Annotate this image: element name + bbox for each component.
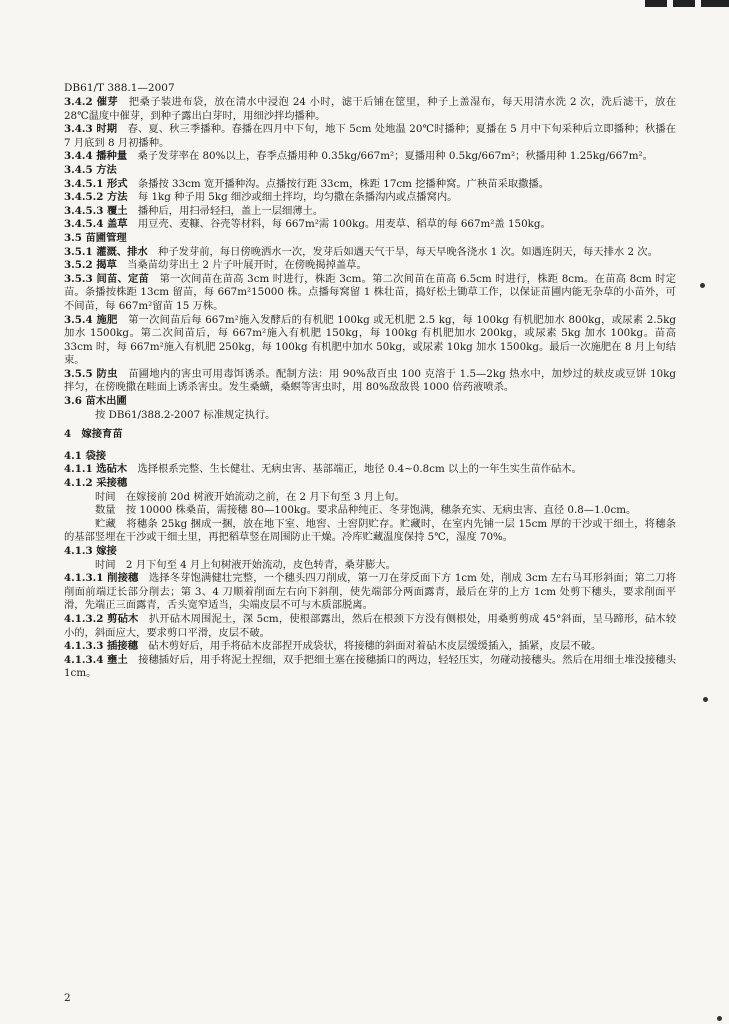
clause-title: 3.4.2 催芽 [64,96,119,108]
clause-text: 春、夏、秋三季播种。春播在四月中下旬，地下 5cm 处地温 20℃时播种；夏播在 5 月中下旬采种后立即播种；秋播在 7 月底到 8 月初播种。 [64,123,677,149]
clause-text: 选择根系完整、生长健壮、无病虫害、基部端正，地径 0.4~0.8cm 以上的一年生实生苗作砧木。 [137,463,582,476]
paragraph-3-5-4 [64,314,676,368]
clause-text: 数量 按 10000 株桑苗，需接穗 80—100kg。要求品种纯正、冬芽饱满，穗条充实、无病虫害、直径 0.8—1.0cm。 [95,504,637,517]
clause-text: 贮藏 将穗条 25kg 捆成一捆，放在地下室、地窖、土窖阴贮存。贮藏时，在室内先铺一层 15cm 厚的干沙或干细土，将穗条的基部竖埋在干沙或干细土里，再把稻草竖在周围防止干燥。冷库贮藏温度保持 5℃，湿度 70%。 [64,517,676,544]
paragraph-4-1-3-1 [64,572,676,613]
paragraph-4 [64,428,676,442]
paragraph-4-1-2-a [64,491,676,505]
paragraph-4-1-3-2 [64,613,676,640]
clause-title: 4.1.3.1 削接穗 [64,572,139,585]
paragraph-4-1-2 [64,477,676,491]
clause-title: 4.1.1 选砧木 [64,463,128,476]
clause-text: 接穗插好后，用手将泥土捏细，双手把细土塞在接穗插口的两边，轻轻压实，勿碰动接穗头。然后在用细土堆没接穗头 1cm。 [64,653,677,680]
clause-text: 扒开砧木周围泥土，深 5cm，使根部露出，然后在根颈下方没有侧根处，用桑剪剪成 45°斜面，呈马蹄形，砧木较小的，斜面应大，要求剪口平滑，皮层不破。 [64,612,677,639]
clause-text: 把桑子装进布袋，放在清水中浸泡 24 小时，滤干后铺在筐里，种子上盖湿布，每天用清水洗 2 次，洗后滤干，放在 28℃温度中催芽，到种子露出白芽时，用细沙拌均播种。 [64,96,677,122]
clause-text: 砧木剪好后，用手将砧木皮部捏开成袋状，将接穗的斜面对着砧木皮层缓缓插入，插紧，皮层不破。 [148,640,602,653]
clause-title: 3.4.4 播种量 [64,150,128,163]
scan-speck [703,697,708,702]
clause-title: 3.5 苗圃管理 [64,231,127,244]
paragraph-4-1-3-a [64,559,676,573]
paragraph-3-4-3 [64,123,676,150]
clause-text: 条播按 33cm 宽开播种沟。点播按行距 33cm，株距 17cm 挖播种窝。广秧苗采取撒播。 [137,177,550,190]
paragraph-3-4-4 [64,150,676,164]
clause-text: 时间 在嫁接前 20d 树液开始流动之前，在 2 月下旬至 3 月上旬。 [95,490,405,503]
scan-speck [717,1016,722,1021]
paragraph-3-4-5-2 [64,191,676,205]
paragraph-3-4-5-1 [64,178,676,192]
paragraph-4-1-3-4 [64,654,676,681]
scan-edge-marks [637,0,729,10]
clause-title: 3.5.4 施肥 [64,313,118,326]
clause-text: 第一次间苗后每 667m²施入发酵后的有机肥 100kg 或无机肥 2.5 kg，每 100kg 有机肥加水 800kg，或尿素 2.5kg 加水 1500kg。第二次间苗后，每 667m²施入有机肥 150kg，每 100kg 有机肥加水 200kg，或尿素 5kg 加水 100kg。苗高 33cm 时，每 667m²施入有机肥 250kg，每 100kg 有机肥中加水 50kg，或尿素 10kg 加水 1500kg。最后一次施肥在 8 月上旬结束。 [64,313,676,367]
clause-title: 3.5.5 防虫 [64,367,118,380]
clause-title: 4.1.2 采接穗 [64,477,128,490]
clause-title: 3.4.5 方法 [64,163,117,176]
document-body [64,96,676,681]
clause-text: 第一次间苗在苗高 3cm 时进行，株距 3cm。第二次间苗在苗高 6.5cm 时进行，株距 8cm。在苗高 8cm 时定苗。条播按株距 13cm 留苗，每 667m²15000 株。点播每窝留 1 株壮苗，捣好松土锄草工作，以保证苗圃内能无杂草的小苗外，可不间苗，每 667m²留苗 15 万株。 [64,272,676,312]
paragraph-3-5-2 [64,259,676,273]
paragraph-4-1-3 [64,545,676,559]
clause-text: 时间 2 月下旬至 4 月上旬树液开始流动，皮色转青，桑芽膨大。 [95,558,396,571]
clause-title: 3.4.5.2 方法 [64,191,128,204]
clause-text: 苗圃地内的害虫可用毒饵诱杀。配制方法：用 90%敌百虫 100 克溶于 1.5—2kg 热水中，加炒过的麸皮或豆饼 10kg 拌匀，在傍晚撒在畦面上诱杀害虫。发生桑蟥，桑螟等害虫时，用 80%敌敌畏 1000 倍药液喷杀。 [64,367,677,394]
clause-title: 4.1.3.2 剪砧木 [64,612,139,625]
paragraph-3-6-body [64,409,676,423]
page-number: 2 [64,992,71,1004]
paragraph-4-1-1 [64,463,676,477]
clause-text: 选择冬芽饱满健壮完整，一个穗头四刀削成，第一刀在芽反面下方 1cm 处，削成 3cm 左右马耳形斜面；第二刀将削面前端迂长部分削去；第 3、4 刀顺着削面左右向下斜削，使先端部分两面露青，最后在芽的上方 1cm 处剪下穗头，要求削面平滑，先端正三面露青，舌头宽窄适当，尖端皮层不可与木质部脱离。 [64,572,676,612]
clause-text: 每 1kg 种子用 5kg 细沙或细土拌均，均匀撒在条播沟内或点播窝内。 [137,191,458,204]
clause-text: 桑子发芽率在 80%以上，春季点播用种 0.35kg/667m²；夏播用种 0.5kg/667m²；秋播用种 1.25kg/667m²。 [137,150,653,163]
paragraph-3-5-3 [64,273,676,314]
clause-title: 4.1 袋接 [64,449,107,462]
paragraph-3-4-2 [64,96,676,123]
clause-text: 当桑苗幼芽出土 2 片子叶展开时，在傍晚揭掉盖草。 [127,259,367,272]
clause-text: 按 DB61/388.2-2007 标准规定执行。 [95,408,276,421]
paragraph-3-4-5-4 [64,218,676,232]
clause-title: 4.1.3.3 插接穗 [64,640,138,653]
clause-title: 3.4.3 时期 [64,123,118,136]
paragraph-3-4-5 [64,164,676,178]
paragraph-4-1-2-b [64,504,676,518]
clause-title: 3.5.1 灌溉、排水 [64,245,148,258]
clause-title: 4 嫁接育苗 [64,428,123,441]
standard-number: DB61/T 388.1—2007 [64,82,175,94]
clause-text: 播种后，用扫帚轻扫，盖上一层细薄土。 [137,204,324,217]
paragraph-4-1-3-3 [64,640,676,654]
paragraph-3-5-5 [64,368,676,395]
paragraph-3-4-5-3 [64,205,676,219]
paragraph-3-5 [64,232,676,246]
clause-text: 用豆壳、麦糠、谷壳等材料，每 667m²需 100kg。用麦草、稻草的每 667m²盖 150kg。 [137,218,551,231]
clause-title: 3.4.5.1 形式 [64,177,128,190]
paragraph-3-5-1 [64,246,676,260]
scan-speck [700,283,705,288]
clause-text: 种子发芽前，每日傍晚洒水一次，发芽后如遇天气干旱，每天早晚各浇水 1 次。如遇连阴天，每天排水 2 次。 [158,245,658,258]
clause-title: 3.5.3 间苗、定苗 [64,272,150,285]
clause-title: 4.1.3.4 壅土 [64,653,128,666]
clause-title: 3.5.2 揭草 [64,259,117,272]
clause-title: 3.4.5.3 覆土 [64,204,128,217]
paragraph-4-1 [64,450,676,464]
paragraph-3-6 [64,395,676,409]
clause-title: 4.1.3 嫁接 [64,545,117,557]
clause-title: 3.4.5.4 盖草 [64,218,128,231]
paragraph-4-1-2-c [64,518,676,545]
clause-title: 3.6 苗木出圃 [64,395,127,408]
